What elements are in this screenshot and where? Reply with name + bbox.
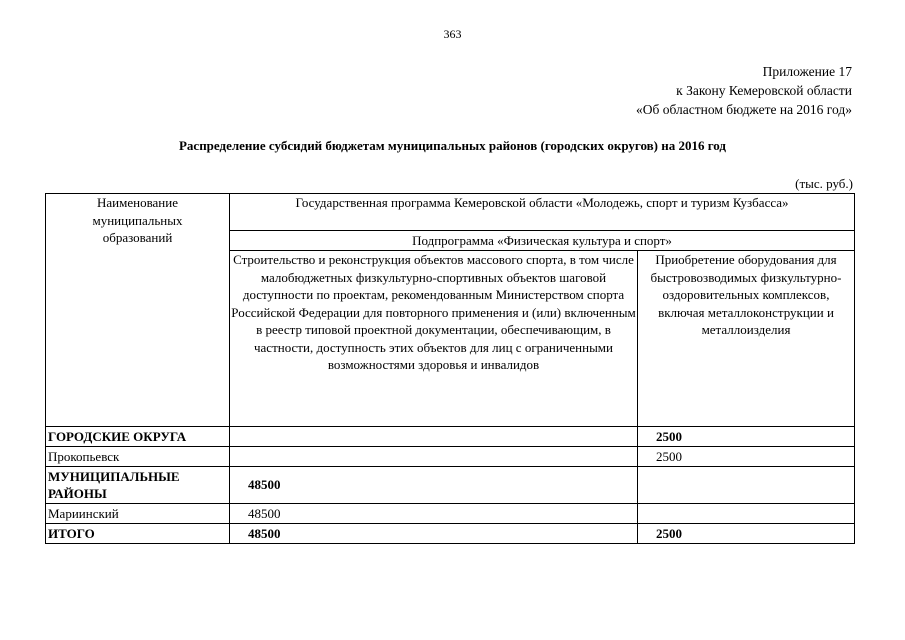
row-name: Мариинский [46, 504, 230, 524]
row-name: Прокопьевск [46, 447, 230, 467]
row-value-equipment: 2500 [638, 447, 855, 467]
table-header-row-1 [46, 194, 855, 231]
appendix-header [636, 62, 852, 119]
row-value-construction: 48500 [230, 524, 638, 544]
row-value-construction [230, 447, 638, 467]
appendix-line-1: Приложение 17 [762, 64, 852, 79]
table-row [46, 504, 855, 524]
row-value-equipment: 2500 [638, 524, 855, 544]
document-title: Распределение субсидий бюджетам муниципальных районов (городских округов) на 2016 год [178, 138, 727, 153]
row-value-construction: 48500 [230, 467, 638, 504]
row-value-equipment [638, 467, 855, 504]
header-equipment-column: Приобретение оборудования для быстровозводимых физкультурно-оздоровительных комплексов, включая металлоконструкции и металлоизделия [638, 251, 855, 427]
table-row [46, 427, 855, 447]
row-value-equipment: 2500 [638, 427, 855, 447]
row-value-equipment [638, 504, 855, 524]
table-row [46, 524, 855, 544]
header-name-column: Наименование муниципальных образований [46, 194, 230, 427]
appendix-line-3: «Об областном бюджете на 2016 год» [636, 102, 852, 117]
row-name: МУНИЦИПАЛЬНЫЕ РАЙОНЫ [46, 467, 230, 504]
units-label: (тыс. руб.) [795, 176, 853, 191]
page-number: 363 [443, 27, 462, 41]
header-program: Государственная программа Кемеровской области «Молодежь, спорт и туризм Кузбасса» [230, 194, 855, 231]
subsidy-table [45, 193, 855, 544]
table-row [46, 447, 855, 467]
appendix-line-2: к Закону Кемеровской области [676, 83, 852, 98]
header-subprogram: Подпрограмма «Физическая культура и спорт» [230, 231, 855, 251]
table-row [46, 467, 855, 504]
row-name: ГОРОДСКИЕ ОКРУГА [46, 427, 230, 447]
row-value-construction: 48500 [230, 504, 638, 524]
row-value-construction [230, 427, 638, 447]
row-name: ИТОГО [46, 524, 230, 544]
header-construction-column: Строительство и реконструкция объектов массового спорта, в том числе малобюджетных физкультурно-спортивных объектов шаговой доступности по проектам, рекомендованным Министерством спорта Российской Федерации для повторного применения и (или) включенным в реестр типовой проектной документации, обеспечивающим, в частности, доступность этих объектов для лиц с ограниченными возможностями здоровья и инвалидов [230, 251, 638, 427]
